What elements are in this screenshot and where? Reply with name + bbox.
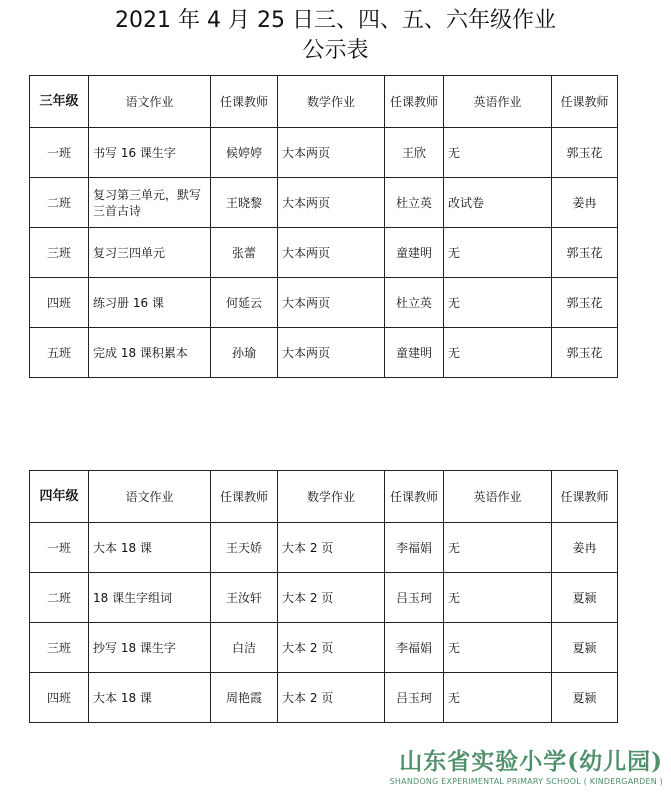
chinese-teacher: 王天娇 bbox=[211, 523, 278, 573]
header-english-homework: 英语作业 bbox=[444, 471, 552, 523]
header-chinese-teacher: 任课教师 bbox=[211, 76, 278, 128]
math-teacher: 王欣 bbox=[385, 128, 444, 178]
table-row bbox=[30, 573, 618, 623]
chinese-homework: 大本 18 课 bbox=[89, 673, 211, 723]
english-teacher: 郭玉花 bbox=[552, 328, 618, 378]
school-watermark bbox=[353, 748, 663, 788]
math-teacher: 童建明 bbox=[385, 328, 444, 378]
math-homework: 大本两页 bbox=[278, 178, 385, 228]
math-homework: 大本两页 bbox=[278, 328, 385, 378]
math-homework: 大本两页 bbox=[278, 228, 385, 278]
chinese-teacher: 王汝轩 bbox=[211, 573, 278, 623]
math-teacher: 吕玉珂 bbox=[385, 673, 444, 723]
class-name: 四班 bbox=[30, 673, 89, 723]
math-homework: 大本 2 页 bbox=[278, 623, 385, 673]
class-name: 三班 bbox=[30, 623, 89, 673]
chinese-homework: 18 课生字组词 bbox=[89, 573, 211, 623]
chinese-teacher: 何延云 bbox=[211, 278, 278, 328]
header-english-homework: 英语作业 bbox=[444, 76, 552, 128]
class-name: 一班 bbox=[30, 128, 89, 178]
math-homework: 大本两页 bbox=[278, 128, 385, 178]
grade3-homework-table bbox=[29, 75, 618, 378]
chinese-homework: 完成 18 课积累本 bbox=[89, 328, 211, 378]
english-homework: 无 bbox=[444, 623, 552, 673]
table-row bbox=[30, 128, 618, 178]
english-homework: 改试卷 bbox=[444, 178, 552, 228]
table-header-row bbox=[30, 471, 618, 523]
school-name-chinese: 山东省实验小学(幼儿园) bbox=[399, 748, 663, 775]
chinese-homework: 复习三四单元 bbox=[89, 228, 211, 278]
english-teacher: 姜冉 bbox=[552, 523, 618, 573]
class-name: 二班 bbox=[30, 178, 89, 228]
chinese-teacher: 白洁 bbox=[211, 623, 278, 673]
class-name: 三班 bbox=[30, 228, 89, 278]
class-name: 二班 bbox=[30, 573, 89, 623]
title-line-2: 公示表 bbox=[302, 38, 369, 63]
table-row bbox=[30, 228, 618, 278]
english-homework: 无 bbox=[444, 573, 552, 623]
page-title bbox=[0, 6, 671, 66]
english-homework: 无 bbox=[444, 228, 552, 278]
title-line-1: 2021 年 4 月 25 日三、四、五、六年级作业 bbox=[115, 8, 556, 33]
header-math-teacher: 任课教师 bbox=[385, 76, 444, 128]
english-teacher: 郭玉花 bbox=[552, 128, 618, 178]
math-teacher: 李福娟 bbox=[385, 523, 444, 573]
chinese-homework: 复习第三单元，默写三首古诗 bbox=[89, 178, 211, 228]
math-homework: 大本 2 页 bbox=[278, 673, 385, 723]
math-teacher: 杜立英 bbox=[385, 178, 444, 228]
chinese-teacher: 孙瑜 bbox=[211, 328, 278, 378]
grade4-homework-table bbox=[29, 470, 618, 723]
math-homework: 大本两页 bbox=[278, 278, 385, 328]
math-homework: 大本 2 页 bbox=[278, 523, 385, 573]
table-header-row bbox=[30, 76, 618, 128]
table-row bbox=[30, 623, 618, 673]
chinese-teacher: 张蕾 bbox=[211, 228, 278, 278]
english-homework: 无 bbox=[444, 128, 552, 178]
school-name-english: SHANDONG EXPERIMENTAL PRIMARY SCHOOL ( KINDERGARDEN ) bbox=[389, 777, 663, 786]
chinese-teacher: 王晓黎 bbox=[211, 178, 278, 228]
english-homework: 无 bbox=[444, 328, 552, 378]
chinese-homework: 练习册 16 课 bbox=[89, 278, 211, 328]
english-teacher: 夏颍 bbox=[552, 573, 618, 623]
english-homework: 无 bbox=[444, 673, 552, 723]
math-teacher: 童建明 bbox=[385, 228, 444, 278]
math-teacher: 吕玉珂 bbox=[385, 573, 444, 623]
chinese-teacher: 候婷婷 bbox=[211, 128, 278, 178]
header-math-homework: 数学作业 bbox=[278, 76, 385, 128]
english-teacher: 郭玉花 bbox=[552, 228, 618, 278]
header-english-teacher: 任课教师 bbox=[552, 471, 618, 523]
english-teacher: 夏颍 bbox=[552, 673, 618, 723]
english-teacher: 姜冉 bbox=[552, 178, 618, 228]
english-teacher: 夏颍 bbox=[552, 623, 618, 673]
english-teacher: 郭玉花 bbox=[552, 278, 618, 328]
english-homework: 无 bbox=[444, 523, 552, 573]
class-name: 五班 bbox=[30, 328, 89, 378]
header-chinese-teacher: 任课教师 bbox=[211, 471, 278, 523]
table-row bbox=[30, 328, 618, 378]
chinese-homework: 大本 18 课 bbox=[89, 523, 211, 573]
chinese-teacher: 周艳霞 bbox=[211, 673, 278, 723]
table-row bbox=[30, 178, 618, 228]
header-math-teacher: 任课教师 bbox=[385, 471, 444, 523]
chinese-homework: 抄写 18 课生字 bbox=[89, 623, 211, 673]
table-row bbox=[30, 523, 618, 573]
class-name: 一班 bbox=[30, 523, 89, 573]
table-row bbox=[30, 278, 618, 328]
class-name: 四班 bbox=[30, 278, 89, 328]
header-english-teacher: 任课教师 bbox=[552, 76, 618, 128]
header-chinese-homework: 语文作业 bbox=[89, 471, 211, 523]
math-homework: 大本 2 页 bbox=[278, 573, 385, 623]
grade-label: 四年级 bbox=[30, 471, 89, 523]
header-chinese-homework: 语文作业 bbox=[89, 76, 211, 128]
math-teacher: 杜立英 bbox=[385, 278, 444, 328]
chinese-homework: 书写 16 课生字 bbox=[89, 128, 211, 178]
table-row bbox=[30, 673, 618, 723]
math-teacher: 李福娟 bbox=[385, 623, 444, 673]
english-homework: 无 bbox=[444, 278, 552, 328]
grade-label: 三年级 bbox=[30, 76, 89, 128]
header-math-homework: 数学作业 bbox=[278, 471, 385, 523]
